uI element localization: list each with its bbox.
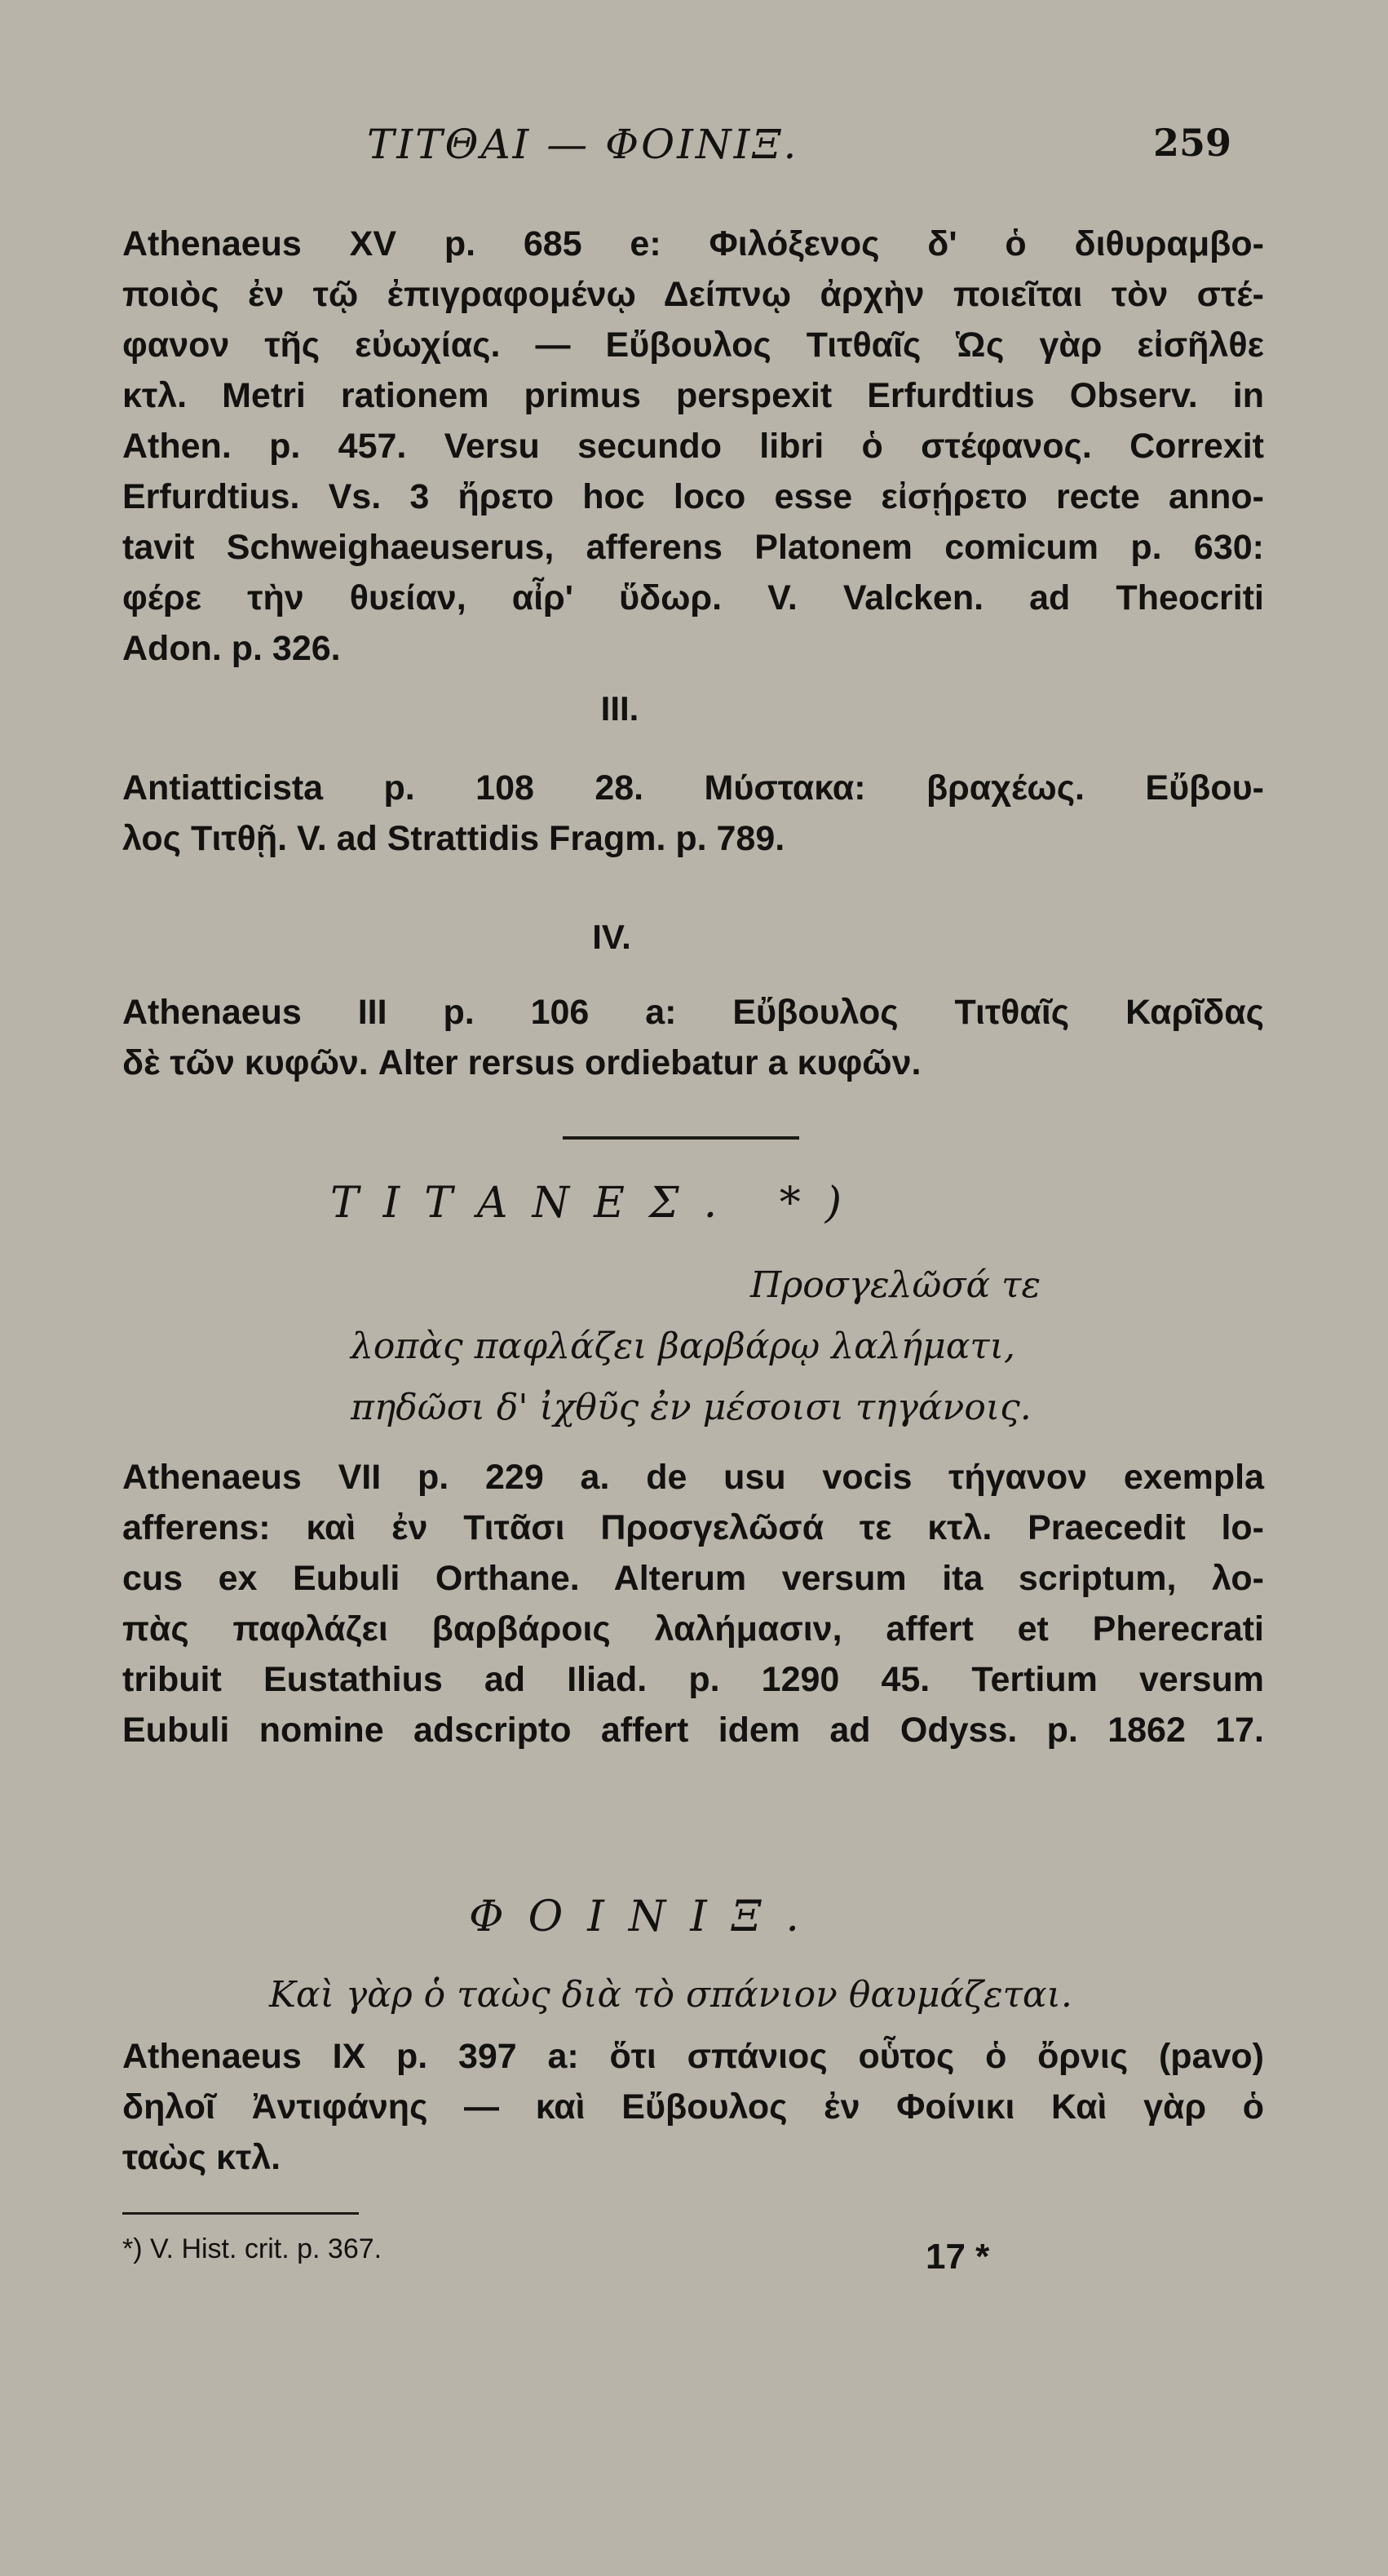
titanes-verse-3: πηδῶσι δ' ἰχθῦς ἐν μέσοισι τηγάνοις. (351, 1387, 1032, 1428)
text-line: Athenaeus IX p. 397 a: ὅτι σπάνιος οὗτος ὁ ὄρνις (pavo) (122, 2037, 1264, 2076)
text-line: κτλ. Metri rationem primus perspexit Erfurdtius Observ. in (122, 376, 1264, 415)
titanes-verse-1: Προσγελῶσά τε (750, 1264, 1041, 1306)
text-line: cus ex Eubuli Orthane. Alterum versum ita scriptum, λο- (122, 1559, 1264, 1598)
text-line: Erfurdtius. Vs. 3 ἤρετο hoc loco esse εἰσῄρετο recte anno- (122, 477, 1264, 516)
phoinix-commentary (122, 2031, 1264, 2183)
commentary-section-3 (122, 763, 1264, 864)
text-line: ταὼς κτλ. (122, 2138, 281, 2177)
footnote: *) V. Hist. crit. p. 367. (122, 2233, 382, 2264)
running-head-title: ΤΙΤΘΑΙ — ΦΟΙΝΙΞ. (367, 121, 799, 168)
signature-mark: 17 * (926, 2237, 990, 2277)
running-head (122, 121, 1264, 178)
text-line: Eubuli nomine adscripto affert idem ad Odyss. p. 1862 17. (122, 1711, 1264, 1750)
section-number-iv: IV. (592, 918, 631, 956)
text-line: Antiatticista p. 108 28. Μύστακα: βραχέως. Εὔβου- (122, 768, 1264, 808)
text-line: φέρε τὴν θυείαν, αἶρ' ὕδωρ. V. Valcken. ad Theocriti (122, 578, 1264, 617)
titanes-heading: ΤΙΤΑΝΕΣ. *) (330, 1179, 867, 1228)
text-line: Athenaeus III p. 106 a: Εὔβουλος Τιτθαῖς Καρῖδας (122, 993, 1264, 1032)
titanes-commentary (122, 1452, 1264, 1755)
commentary-section-4 (122, 987, 1264, 1088)
text-line: φανον τῆς εὐωχίας. — Εὔβουλος Τιτθαῖς Ὡς γὰρ εἰσῆλθε (122, 325, 1264, 365)
text-line: afferens: καὶ ἐν Τιτᾶσι Προσγελῶσά τε κτλ. Praecedit lo- (122, 1508, 1264, 1547)
text-line: δὲ τῶν κυφῶν. Alter rersus ordiebatur a κυφῶν. (122, 1043, 922, 1082)
text-line: λος Τιτθῇ. V. ad Strattidis Fragm. p. 789. (122, 819, 785, 858)
page-number: 259 (1152, 121, 1231, 165)
section-number-iii: III. (600, 689, 639, 728)
text-line: tribuit Eustathius ad Iliad. p. 1290 45. Tertium versum (122, 1660, 1264, 1699)
phoinix-heading: ΦΟΙΝΙΞ. (469, 1892, 824, 1941)
text-line: Adon. p. 326. (122, 629, 341, 668)
commentary-section-1 (122, 219, 1264, 674)
text-line: ποιὸς ἐν τῷ ἐπιγραφομένῳ Δείπνῳ ἀρχὴν ποιεῖται τὸν στέ- (122, 275, 1264, 314)
text-line: δηλοῖ Ἀντιφάνης — καὶ Εὔβουλος ἐν Φοίνικι Καὶ γὰρ ὁ (122, 2087, 1264, 2127)
text-line: Athenaeus XV p. 685 e: Φιλόξενος δ' ὁ διθυραμβο- (122, 224, 1264, 263)
section-divider (563, 1136, 799, 1140)
footnote-rule (122, 2212, 359, 2215)
phoinix-verse: Καὶ γὰρ ὁ ταὼς διὰ τὸ σπάνιον θαυμάζεται. (269, 1974, 1072, 2016)
text-line: πὰς παφλάζει βαρβάροις λαλήμασιν, affert et Pherecrati (122, 1609, 1264, 1649)
text-line: tavit Schweighaeuserus, afferens Platonem comicum p. 630: (122, 528, 1264, 567)
titanes-verse-2: λοπὰς παφλάζει βαρβάρῳ λαλήματι, (351, 1326, 1016, 1367)
text-line: Athen. p. 457. Versu secundo libri ὁ στέφανος. Correxit (122, 427, 1264, 466)
text-line: Athenaeus VII p. 229 a. de usu vocis τήγανον exempla (122, 1458, 1264, 1497)
